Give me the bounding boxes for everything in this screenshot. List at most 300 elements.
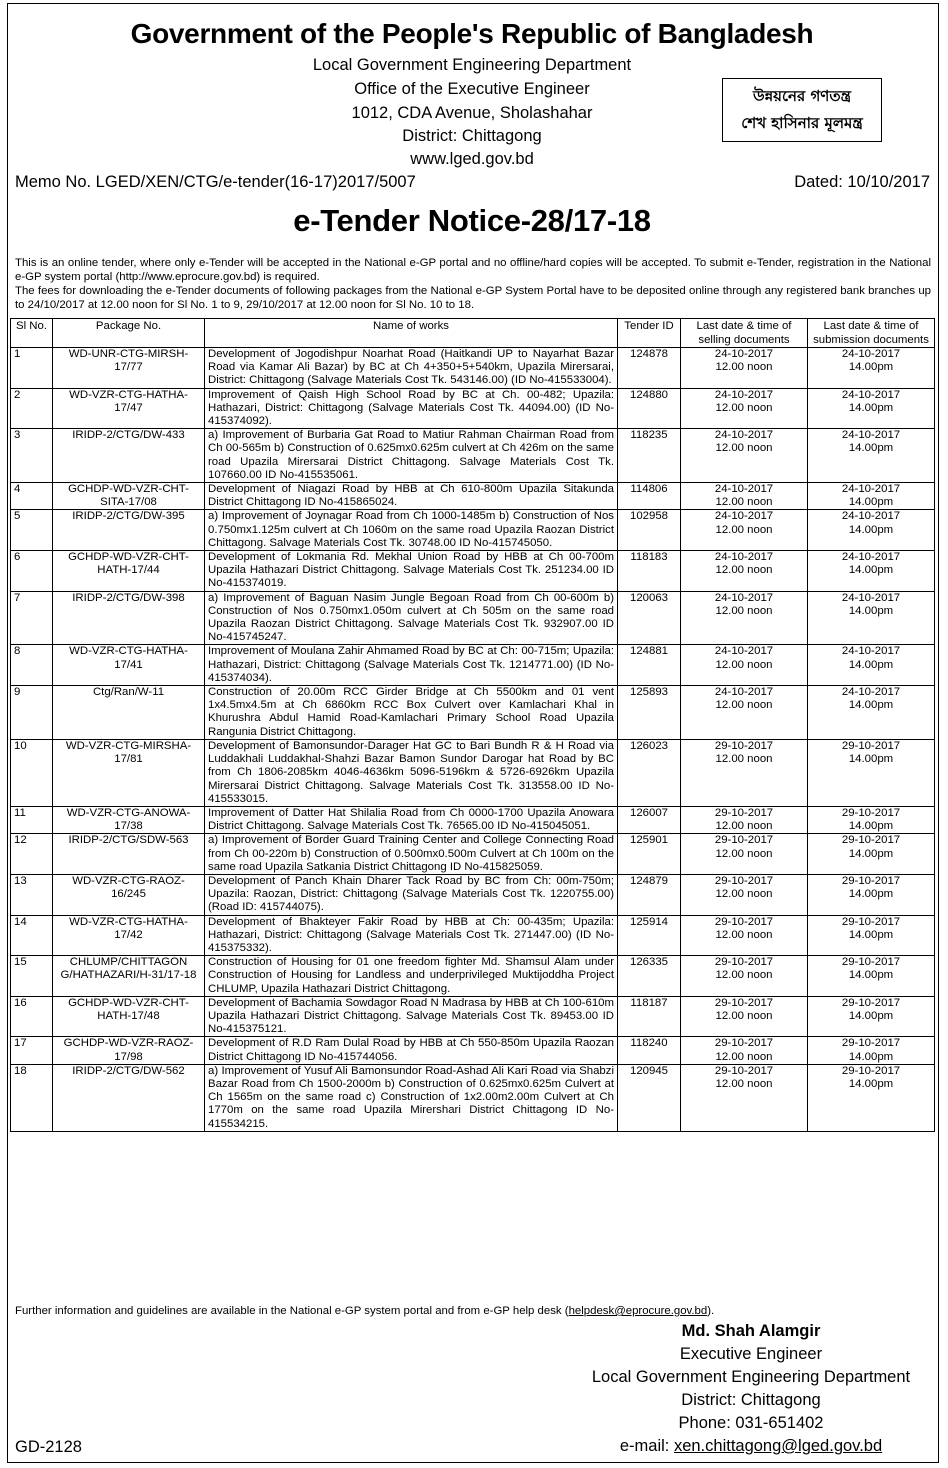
cell-selling [681, 429, 808, 483]
cell-works-line-1: Development of Bamonsundor-Darager Hat GC to Bari Bundh R & H Road via Luddakhali Luddakhal-Shahzi Bazar Bamon Sundor Darogar hat Road by BC from Ch 1806-2085km 4046-4636km 5096-5196km & 5726-6926km Upazila Mirersarai District Chittagong. Salvage Materials Cost Tk. 313558.00 ID No-415533015. [208, 739, 614, 805]
website: www.lged.gov.bd [410, 150, 534, 168]
cell-selling-line-1: 24-10-2017 [714, 388, 774, 401]
cell-selling-line-2: 12.00 noon [715, 1009, 773, 1022]
helpdesk-email-link[interactable]: helpdesk@eprocure.gov.bd [568, 1305, 708, 1317]
cell-submission-line-1: 24-10-2017 [841, 388, 901, 401]
cell-tender-id [618, 591, 681, 645]
cell-package-line-1: CHLUMP/CHITTAGON G/HATHAZARI/H-31/17-18 [60, 956, 197, 982]
cell-tender-id-line-1: 102958 [629, 510, 668, 523]
cell-works [205, 1064, 618, 1131]
cell-tender-id [618, 1064, 681, 1131]
cell-submission [808, 591, 935, 645]
cell-package [53, 1037, 205, 1064]
cell-package [53, 956, 205, 997]
cell-tender-id-line-1: 126335 [629, 956, 668, 969]
cell-package-line-1: WD-UNR-CTG-MIRSH-17/77 [68, 348, 189, 374]
cell-submission-line-2: 14.00pm [848, 442, 894, 455]
cell-selling-line-1: 29-10-2017 [714, 996, 774, 1009]
cell-submission [808, 686, 935, 740]
cell-selling-line-1: 24-10-2017 [714, 429, 774, 442]
cell-selling-line-1: 29-10-2017 [714, 806, 774, 819]
cell-selling-line-2: 12.00 noon [715, 401, 773, 414]
cell-selling [681, 915, 808, 956]
cell-sl [11, 915, 53, 956]
cell-package [53, 739, 205, 806]
cell-selling-line-2: 12.00 noon [715, 969, 773, 982]
cell-submission [808, 915, 935, 956]
cell-tender-id-line-1: 118235 [630, 429, 668, 442]
cell-sl [11, 834, 53, 875]
cell-selling [681, 388, 808, 429]
cell-tender-id [618, 388, 681, 429]
header-submission: Last date & time of submission documents [808, 319, 935, 348]
cell-package [53, 1064, 205, 1131]
cell-submission [808, 388, 935, 429]
cell-tender-id [618, 348, 681, 389]
government-title: Government of the People's Republic of Bangladesh [130, 18, 814, 49]
cell-works-line-1: Improvement of Datter Hat Shilalia Road from Ch 0000-1700 Upazila Anowara District Chittagong. Salvage Materials Cost Tk. 76565.00 ID No-415045051. [208, 806, 614, 833]
cell-selling-line-2: 12.00 noon [715, 604, 773, 617]
office-district: District: Chittagong [402, 127, 542, 145]
cell-tender-id [618, 739, 681, 806]
signatory-email-link[interactable]: xen.chittagong@lged.gov.bd [673, 1437, 883, 1455]
cell-submission [808, 1037, 935, 1064]
cell-tender-id-line-1: 120063 [629, 591, 668, 604]
table-row [11, 996, 935, 1037]
cell-tender-id [618, 686, 681, 740]
cell-works [205, 645, 618, 686]
cell-selling [681, 645, 808, 686]
cell-submission [808, 874, 935, 915]
cell-selling-line-2: 12.00 noon [715, 361, 773, 374]
cell-selling-line-1: 24-10-2017 [714, 348, 774, 360]
table-row [11, 1064, 935, 1131]
cell-submission [808, 996, 935, 1037]
cell-works-line-1: a) Improvement of Baguan Nasim Jungle Begoan Road from Ch 00-600m b) Construction of Nos 0.750mx1.050m culvert at Ch 505m on the same road Upazila Raozan District Chittagong. Salvage Materials Cost Tk. 932907.00 ID No-415745247. [208, 591, 614, 644]
cell-selling-line-1: 24-10-2017 [714, 483, 774, 496]
cell-submission-line-2: 14.00pm [848, 523, 894, 536]
cell-selling-line-1: 29-10-2017 [714, 834, 774, 847]
cell-tender-id-line-1: 124879 [629, 874, 668, 887]
cell-submission-line-1: 29-10-2017 [841, 806, 901, 819]
cell-selling-line-2: 12.00 noon [715, 496, 773, 509]
cell-package [53, 874, 205, 915]
table-row [11, 739, 935, 806]
cell-package-line-1: WD-VZR-CTG-HATHA-17/42 [69, 915, 188, 941]
cell-package-line-1: IRIDP-2/CTG/DW-395 [72, 510, 185, 523]
slogan-line-1: উন্নয়নের গণতন্ত্র [752, 87, 852, 105]
cell-selling [681, 834, 808, 875]
cell-sl [11, 874, 53, 915]
cell-sl-line-1: 18 [14, 1064, 27, 1077]
cell-works-line-1: Development of Niagazi Road by HBB at Ch 610-800m Upazila Sitakunda District Chittagong ID No-415865024. [208, 483, 614, 509]
cell-sl-line-1: 17 [14, 1037, 27, 1050]
slogan-box [722, 78, 882, 142]
cell-tender-id [618, 915, 681, 956]
cell-submission [808, 645, 935, 686]
cell-submission [808, 551, 935, 592]
cell-tender-id [618, 483, 681, 510]
office-address: 1012, CDA Avenue, Sholashahar [351, 104, 593, 122]
header-tender-id: Tender ID [618, 319, 681, 348]
cell-works [205, 348, 618, 389]
cell-sl [11, 996, 53, 1037]
department-name: Local Government Engineering Department [312, 56, 632, 74]
cell-package [53, 996, 205, 1037]
cell-selling-line-2: 12.00 noon [715, 523, 773, 536]
cell-submission-line-2: 14.00pm [848, 928, 894, 941]
cell-selling [681, 551, 808, 592]
cell-sl [11, 686, 53, 740]
cell-tender-id-line-1: 124878 [629, 348, 668, 360]
cell-selling-line-1: 29-10-2017 [714, 956, 774, 969]
table-row [11, 483, 935, 510]
cell-tender-id [618, 806, 681, 833]
cell-selling [681, 996, 808, 1037]
cell-package-line-1: GCHDP-WD-VZR-CHT-HATH-17/44 [68, 551, 189, 577]
cell-works [205, 686, 618, 740]
cell-selling-line-2: 12.00 noon [715, 658, 773, 671]
cell-sl [11, 483, 53, 510]
cell-submission-line-2: 14.00pm [848, 658, 894, 671]
cell-sl-line-1: 11 [14, 806, 26, 819]
cell-tender-id [618, 645, 681, 686]
cell-package-line-1: WD-VZR-CTG-HATHA-17/47 [69, 388, 188, 414]
intro-text [15, 256, 931, 312]
tender-table [10, 318, 935, 1132]
cell-tender-id [618, 1037, 681, 1064]
cell-tender-id-line-1: 125901 [629, 834, 668, 847]
cell-selling-line-1: 24-10-2017 [714, 591, 774, 604]
cell-submission [808, 483, 935, 510]
cell-sl [11, 806, 53, 833]
cell-selling [681, 591, 808, 645]
cell-submission-line-1: 24-10-2017 [841, 645, 901, 658]
cell-tender-id-line-1: 118187 [630, 996, 668, 1009]
cell-selling-line-1: 29-10-2017 [714, 874, 774, 887]
header-selling: Last date & time of selling documents [681, 319, 808, 348]
cell-selling-line-2: 12.00 noon [715, 753, 773, 766]
cell-works-line-1: a) Improvement of Border Guard Training Center and College Connecting Road from Ch 00-220m b) Construction of 0.500mx0.500m Culvert at Ch 100m on the same road Upazila Satkania District Chittagong ID No-415825059. [208, 834, 614, 873]
table-row [11, 510, 935, 551]
cell-sl [11, 510, 53, 551]
cell-works [205, 591, 618, 645]
cell-submission-line-2: 14.00pm [848, 564, 894, 577]
cell-tender-id [618, 996, 681, 1037]
cell-works [205, 429, 618, 483]
cell-works [205, 874, 618, 915]
cell-selling [681, 483, 808, 510]
cell-works-line-1: Development of Jogodishpur Noarhat Road (Haitkandi UP to Nayarhat Bazar Road via Kamar Ali Bazar) by BC at Ch 4+350+5+540km, Upazila Mirersarai, District: Chittagong (Salvage Materials Cost Tk. 543146.00) (ID No-415533004). [208, 348, 614, 387]
cell-tender-id-line-1: 114806 [630, 483, 668, 496]
cell-package-line-1: WD-VZR-CTG-HATHA-17/41 [69, 645, 188, 671]
cell-works-line-1: Improvement of Moulana Zahir Ahmamed Road by BC at Ch: 00-715m; Upazila: Hathazari, District: Chittagong (Salvage Materials Cost Tk. 1214771.00) (ID No-415374034). [208, 645, 614, 684]
cell-works-line-1: Construction of Housing for 01 one freedom fighter Md. Shamsul Alam under Construction of Housing for Landless and underprivileged Muktijoddha Project CHLUMP, Upazila Hathazari District Chittagong. [208, 956, 614, 995]
signatory-phone: Phone: 031-651402 [678, 1414, 824, 1432]
cell-submission-line-2: 14.00pm [848, 699, 894, 712]
cell-selling-line-1: 29-10-2017 [714, 915, 774, 928]
further-info-end: ). [707, 1305, 715, 1317]
cell-works-line-1: Construction of 20.00m RCC Girder Bridge at Ch 5500km and 01 vent 1x4.5mx4.5m at Ch 6860km RCC Box Culvert over Kamlachari Khal in Khurushra Abdul Hamid Road-Kamlachari Primary School Road Upazila Rangunia District Chittagong. [208, 686, 614, 738]
cell-submission-line-1: 29-10-2017 [841, 739, 901, 752]
cell-sl-line-1: 5 [14, 510, 21, 523]
further-info-text: Further information and guidelines are available in the National e-GP system portal and from e-GP help desk ( [15, 1305, 569, 1317]
cell-works-line-1: Improvement of Qaish High School Road by BC at Ch. 00-482; Upazila: Hathazari, District: Chittagong (Salvage Materials Cost Tk. 44094.00) (ID No-415374092). [208, 388, 614, 428]
cell-sl-line-1: 6 [14, 551, 21, 564]
cell-works [205, 510, 618, 551]
cell-tender-id-line-1: 118183 [630, 551, 668, 564]
signatory-title: Executive Engineer [679, 1345, 823, 1363]
cell-works [205, 834, 618, 875]
cell-submission-line-2: 14.00pm [848, 401, 894, 414]
cell-sl [11, 956, 53, 997]
cell-submission-line-2: 14.00pm [848, 820, 894, 833]
cell-package [53, 806, 205, 833]
cell-package-line-1: GCHDP-WD-VZR-CHT-SITA-17/08 [68, 483, 189, 509]
cell-package [53, 510, 205, 551]
cell-works [205, 739, 618, 806]
cell-selling-line-2: 12.00 noon [715, 928, 773, 941]
signatory-district: District: Chittagong [681, 1391, 821, 1409]
cell-sl-line-1: 1 [14, 348, 21, 360]
cell-works-line-1: a) Improvement of Joynagar Road from Ch 1000-1485m b) Construction of Nos 0.750mx1.125m culvert at Ch 1060m on the same road Upazila Raozan District Chittagong. Salvage Materials Cost Tk. 30748.00 ID No-415745050. [208, 510, 614, 549]
cell-sl [11, 551, 53, 592]
cell-selling-line-1: 24-10-2017 [714, 551, 774, 564]
cell-tender-id [618, 510, 681, 551]
cell-sl [11, 388, 53, 429]
cell-submission-line-2: 14.00pm [848, 969, 894, 982]
cell-submission-line-1: 29-10-2017 [841, 996, 901, 1009]
intro-paragraph-1: This is an online tender, where only e-Tender will be accepted in the National e-GP portal and no offline/hard copies will be accepted. To submit e-Tender, registration in the National e-GP system portal (http://www.eprocure.gov.bd) is required. [15, 257, 931, 283]
cell-sl-line-1: 2 [14, 388, 21, 401]
cell-package-line-1: WD-VZR-CTG-ANOWA-17/38 [66, 806, 191, 833]
cell-sl-line-1: 13 [14, 874, 27, 887]
cell-selling [681, 739, 808, 806]
table-row [11, 429, 935, 483]
slogan-line-2: শেখ হাসিনার মূলমন্ত্র [741, 114, 863, 132]
cell-submission [808, 348, 935, 389]
gd-number: GD-2128 [15, 1438, 82, 1456]
cell-submission-line-1: 24-10-2017 [841, 510, 901, 523]
cell-submission-line-1: 24-10-2017 [841, 429, 901, 442]
cell-submission-line-2: 14.00pm [848, 1077, 894, 1090]
cell-submission-line-2: 14.00pm [848, 888, 894, 901]
cell-package [53, 915, 205, 956]
cell-tender-id [618, 429, 681, 483]
cell-submission-line-2: 14.00pm [848, 496, 894, 509]
cell-sl-line-1: 8 [14, 645, 21, 658]
cell-works [205, 483, 618, 510]
cell-selling [681, 956, 808, 997]
cell-submission-line-1: 29-10-2017 [841, 834, 901, 847]
cell-selling-line-1: 29-10-2017 [714, 1037, 774, 1050]
table-row [11, 686, 935, 740]
cell-sl [11, 739, 53, 806]
header-works: Name of works [205, 319, 618, 348]
cell-tender-id [618, 551, 681, 592]
cell-submission-line-1: 24-10-2017 [841, 591, 901, 604]
cell-package [53, 429, 205, 483]
cell-package-line-1: WD-VZR-CTG-MIRSHA-17/81 [65, 739, 192, 766]
cell-package-line-1: GCHDP-WD-VZR-CHT-HATH-17/48 [68, 996, 189, 1022]
further-info [15, 1305, 714, 1317]
cell-submission [808, 739, 935, 806]
table-row [11, 348, 935, 389]
signatory-email [560, 1437, 942, 1456]
cell-submission-line-1: 24-10-2017 [841, 483, 901, 496]
cell-tender-id-line-1: 118240 [630, 1037, 668, 1050]
cell-works [205, 915, 618, 956]
cell-selling [681, 1064, 808, 1131]
cell-works-line-1: Development of Panch Khain Dharer Tack Road by BC from Ch: 00m-750m; Upazila: Raozan, District: Chittagong (Salvage Materials Cost Tk. 1220755.00) (Road ID: 415744075). [208, 874, 614, 914]
cell-tender-id-line-1: 120945 [629, 1064, 668, 1077]
cell-package [53, 483, 205, 510]
cell-selling [681, 686, 808, 740]
cell-package-line-1: IRIDP-2/CTG/DW-433 [72, 429, 185, 442]
table-row [11, 874, 935, 915]
cell-selling-line-1: 24-10-2017 [714, 510, 774, 523]
intro-paragraph-2: The fees for downloading the e-Tender documents of following packages from the National e-GP System Portal have to be deposited online through any registered bank branches up to 24/10/2017 at 12.00 noon for Sl No. 1 to 9, 29/10/2017 at 12.00 noon for Sl No. 10 to 18. [15, 285, 931, 311]
cell-tender-id-line-1: 126007 [629, 806, 668, 819]
cell-submission-line-2: 14.00pm [848, 1050, 894, 1063]
cell-sl-line-1: 4 [14, 483, 21, 496]
cell-submission [808, 834, 935, 875]
cell-tender-id [618, 834, 681, 875]
cell-sl-line-1: 7 [14, 591, 21, 604]
cell-submission [808, 956, 935, 997]
table-row [11, 551, 935, 592]
table-row [11, 591, 935, 645]
cell-tender-id-line-1: 125914 [629, 915, 668, 928]
cell-selling [681, 510, 808, 551]
cell-submission-line-2: 14.00pm [848, 753, 894, 766]
cell-works [205, 1037, 618, 1064]
cell-selling [681, 348, 808, 389]
table-row [11, 388, 935, 429]
cell-submission-line-1: 24-10-2017 [841, 348, 901, 360]
cell-sl [11, 348, 53, 389]
cell-selling-line-1: 24-10-2017 [714, 686, 774, 699]
cell-works [205, 551, 618, 592]
cell-package [53, 348, 205, 389]
cell-works-line-1: a) Improvement of Burbaria Gat Road to Matiur Rahman Chairman Road from Ch 00-565m b) Construction of 0.625mx0.625m culvert at Ch 426m on the same road Upazila Mirersarai District Chittagong. Salvage Materials Cost Tk. 107660.00 ID No-415535061. [208, 429, 614, 481]
cell-package-line-1: IRIDP-2/CTG/DW-562 [72, 1064, 185, 1077]
cell-selling-line-1: 29-10-2017 [714, 739, 774, 752]
cell-package-line-1: WD-VZR-CTG-RAOZ-16/245 [72, 874, 185, 901]
cell-works [205, 388, 618, 429]
cell-tender-id [618, 874, 681, 915]
cell-package [53, 645, 205, 686]
table-header-row [11, 319, 935, 348]
cell-submission-line-1: 29-10-2017 [841, 956, 901, 969]
cell-submission-line-1: 29-10-2017 [841, 1064, 901, 1077]
cell-tender-id [618, 956, 681, 997]
cell-selling-line-1: 29-10-2017 [714, 1064, 774, 1077]
cell-sl-line-1: 10 [14, 739, 27, 752]
cell-selling [681, 874, 808, 915]
cell-sl-line-1: 3 [14, 429, 21, 442]
cell-works-line-1: Development of R.D Ram Dulal Road by HBB at Ch 550-850m Upazila Raozan District Chittagong ID No-415744056. [208, 1037, 614, 1063]
cell-package [53, 591, 205, 645]
cell-selling-line-2: 12.00 noon [715, 699, 773, 712]
cell-works [205, 806, 618, 833]
cell-selling [681, 1037, 808, 1064]
cell-tender-id-line-1: 124880 [629, 388, 668, 401]
table-row [11, 1037, 935, 1064]
cell-sl-line-1: 15 [14, 956, 27, 969]
memo-date: Dated: 10/10/2017 [794, 173, 930, 191]
cell-submission [808, 510, 935, 551]
cell-submission-line-2: 14.00pm [848, 847, 894, 860]
cell-sl-line-1: 9 [14, 686, 21, 699]
table-row [11, 645, 935, 686]
cell-package [53, 388, 205, 429]
cell-submission-line-1: 29-10-2017 [841, 915, 901, 928]
table-row [11, 956, 935, 997]
cell-sl [11, 429, 53, 483]
cell-sl [11, 591, 53, 645]
cell-submission-line-1: 29-10-2017 [841, 874, 901, 887]
memo-number: Memo No. LGED/XEN/CTG/e-tender(16-17)2017/5007 [15, 173, 416, 191]
cell-submission-line-1: 24-10-2017 [841, 551, 901, 564]
cell-sl [11, 1037, 53, 1064]
cell-works-line-1: Development of Lokmania Rd. Mekhal Union Road by HBB at Ch 00-700m Upazila Hathazari District Chittagong. Salvage Materials Cost Tk. 251234.00 ID No-415374019. [208, 551, 614, 590]
cell-selling-line-2: 12.00 noon [715, 564, 773, 577]
cell-submission-line-2: 14.00pm [848, 361, 894, 374]
cell-selling [681, 806, 808, 833]
table-row [11, 915, 935, 956]
cell-selling-line-2: 12.00 noon [715, 442, 773, 455]
cell-tender-id-line-1: 124881 [629, 645, 668, 658]
cell-tender-id-line-1: 126023 [629, 739, 668, 752]
cell-sl-line-1: 16 [14, 996, 27, 1009]
email-label: e-mail: [619, 1437, 674, 1455]
cell-package-line-1: Ctg/Ran/W-11 [92, 686, 165, 699]
cell-tender-id-line-1: 125893 [629, 686, 668, 699]
cell-package-line-1: GCHDP-WD-VZR-RAOZ-17/98 [63, 1037, 194, 1063]
cell-submission [808, 1064, 935, 1131]
cell-package-line-1: IRIDP-2/CTG/SDW-563 [68, 834, 189, 847]
tender-table-body [11, 348, 935, 1132]
signatory-department: Local Government Engineering Department [591, 1368, 911, 1386]
office-name: Office of the Executive Engineer [354, 80, 590, 98]
cell-package [53, 686, 205, 740]
cell-sl-line-1: 14 [14, 915, 27, 928]
cell-submission-line-2: 14.00pm [848, 604, 894, 617]
signatory-name: Md. Shah Alamgir [681, 1322, 821, 1340]
cell-submission-line-2: 14.00pm [848, 1009, 894, 1022]
cell-package-line-1: IRIDP-2/CTG/DW-398 [72, 591, 185, 604]
cell-works [205, 956, 618, 997]
cell-submission [808, 806, 935, 833]
cell-submission [808, 429, 935, 483]
cell-selling-line-2: 12.00 noon [715, 1050, 773, 1063]
cell-selling-line-2: 12.00 noon [715, 820, 773, 833]
cell-works [205, 996, 618, 1037]
cell-package [53, 551, 205, 592]
cell-submission-line-1: 24-10-2017 [841, 686, 901, 699]
cell-selling-line-2: 12.00 noon [715, 888, 773, 901]
header-sl: Sl No. [11, 319, 53, 348]
table-row [11, 834, 935, 875]
cell-selling-line-1: 24-10-2017 [714, 645, 774, 658]
header-package: Package No. [53, 319, 205, 348]
cell-sl [11, 645, 53, 686]
cell-sl-line-1: 12 [14, 834, 27, 847]
cell-works-line-1: a) Improvement of Yusuf Ali Bamonsundor Road-Ashad Ali Kari Road via Shabzi Bazar Road from Ch 1500-2000m b) Construction of 0.625mx0.625m Culvert at Ch 1565m on the same road c) Construction of 1x2.00m2.00m Culvert at Ch 1770m on the same road Upazila Mirershari District Chittagong ID No-415534215. [208, 1064, 614, 1130]
cell-works-line-1: Development of Bachamia Sowdagor Road N Madrasa by HBB at Ch 100-610m Upazila Hathazari District Chittagong. Salvage Materials Cost Tk. 89453.00 ID No-415375121. [208, 996, 614, 1036]
cell-submission-line-1: 29-10-2017 [841, 1037, 901, 1050]
